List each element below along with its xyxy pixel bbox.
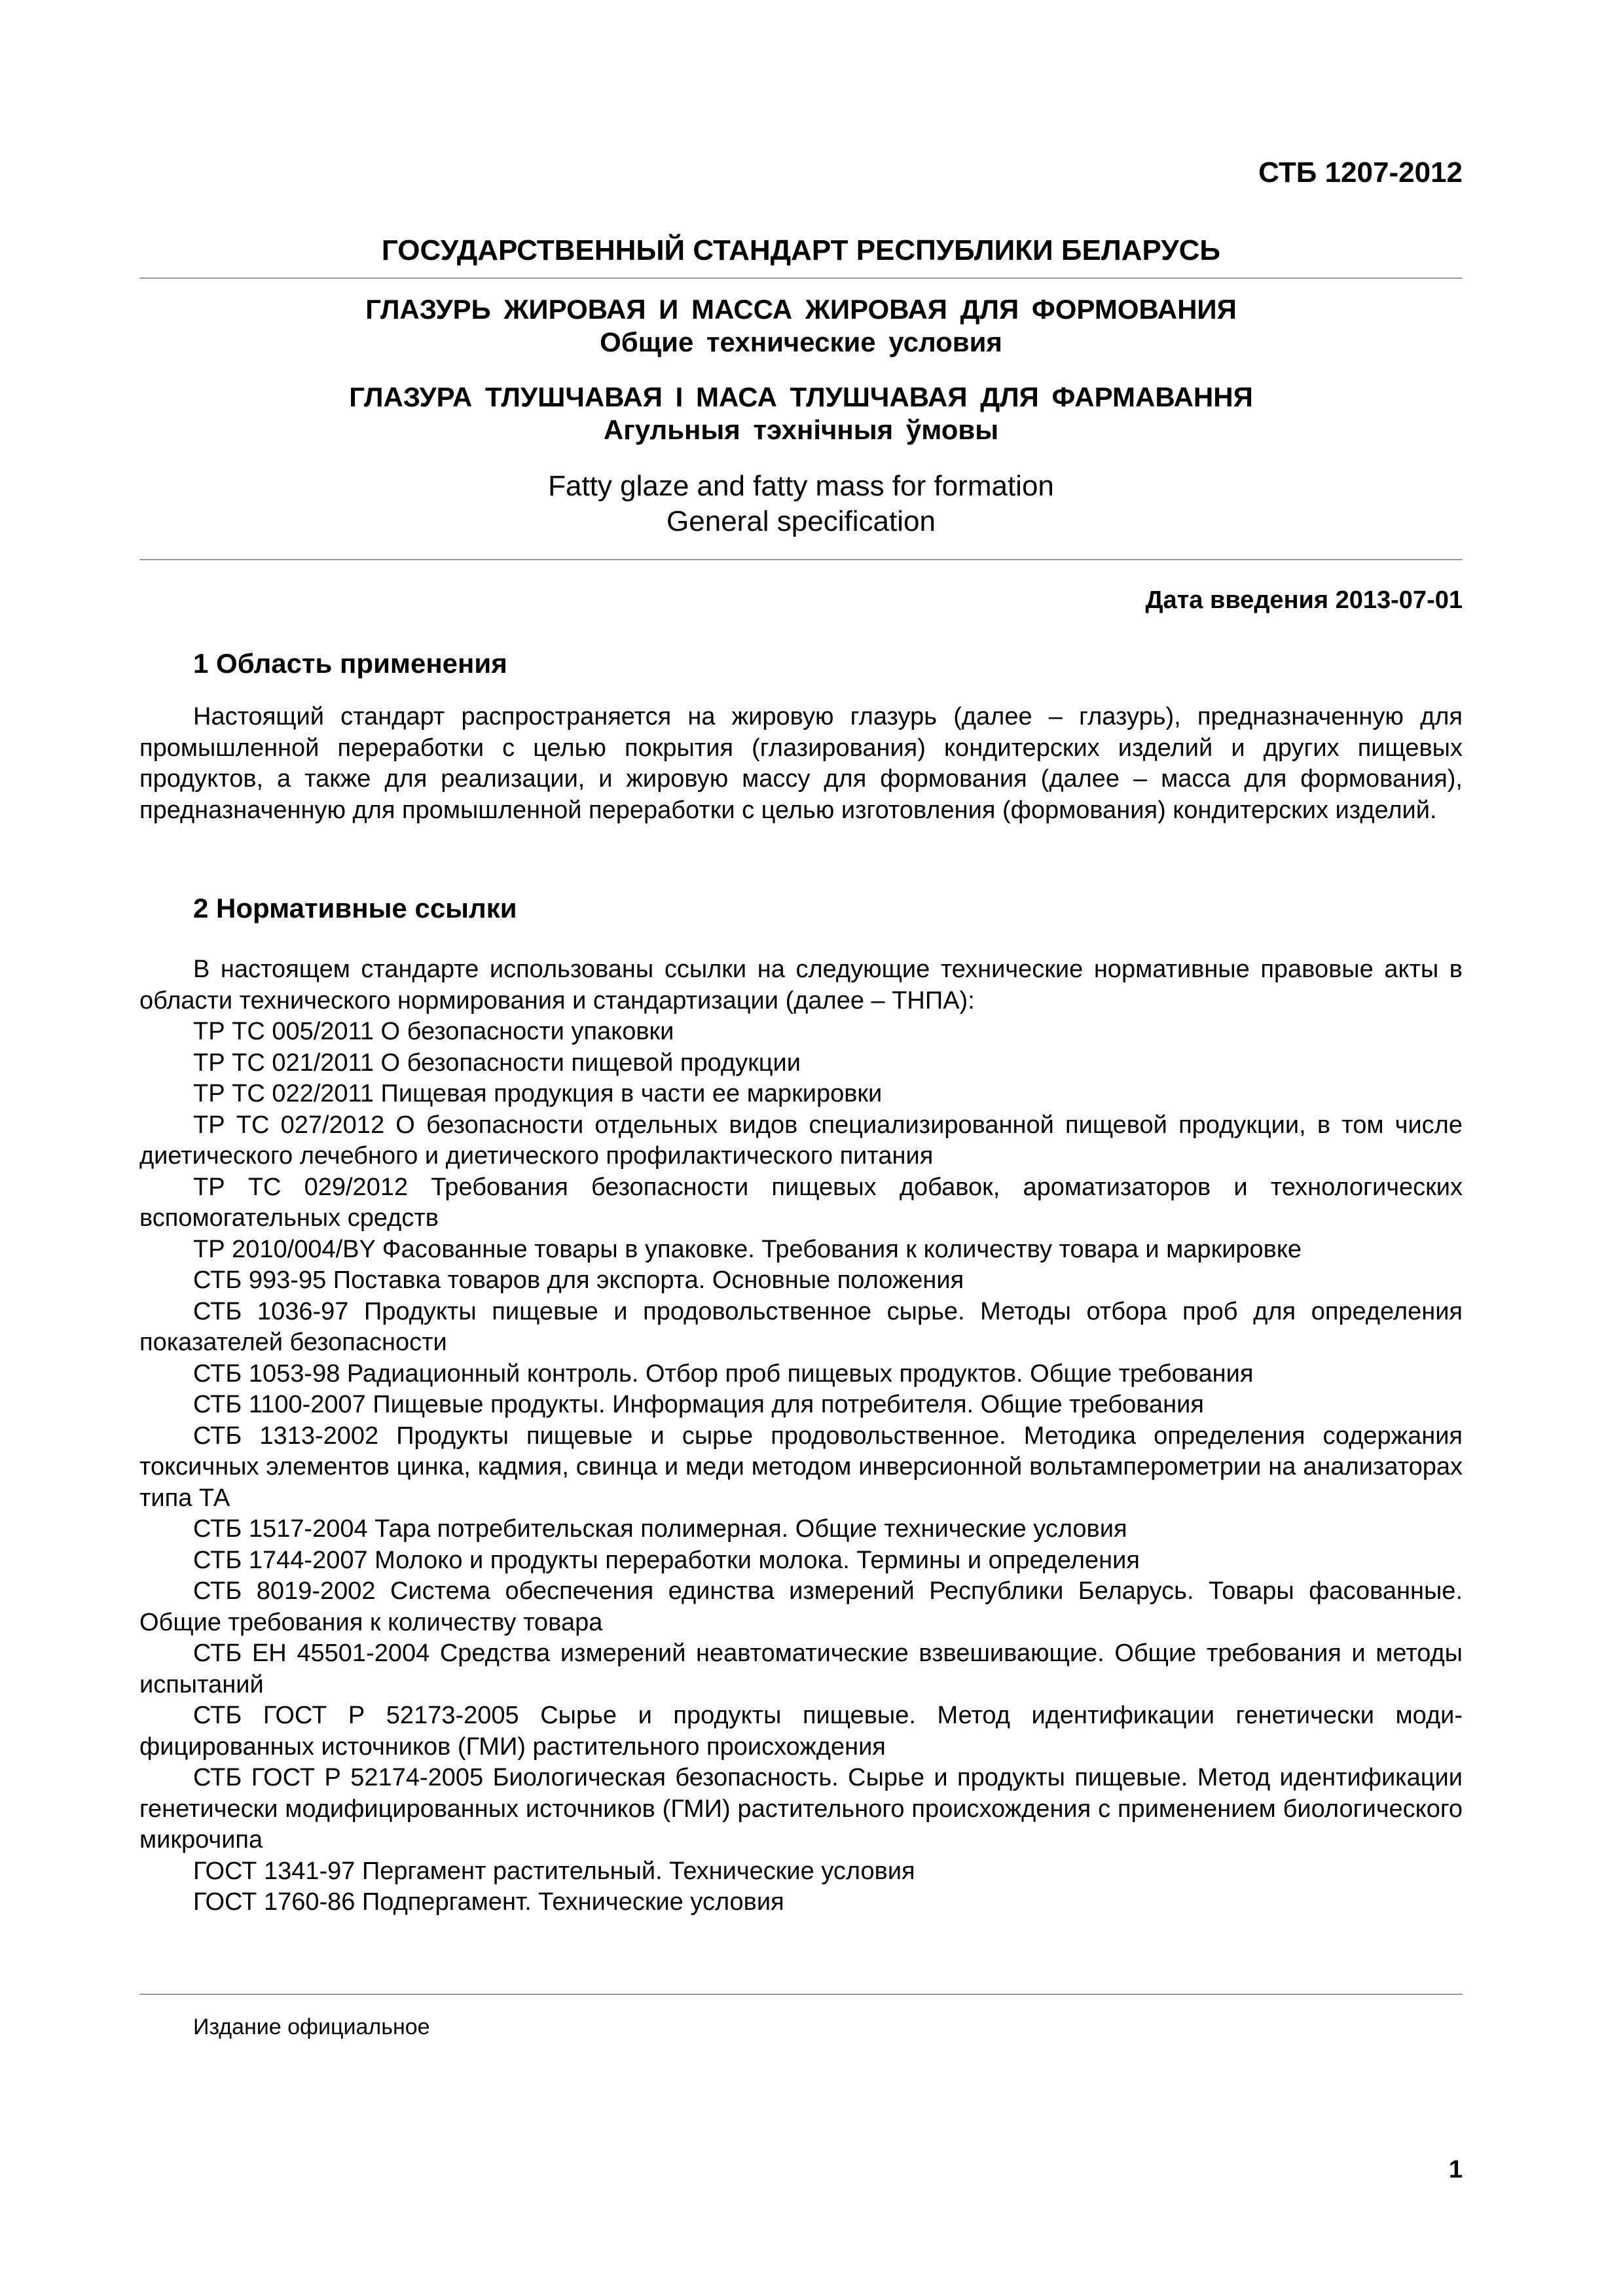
reference-item: ТР ТС 022/2011 Пищевая продукция в части ее маркировки: [193, 1080, 883, 1107]
reference-item: ТР ТС 005/2011 О безопасности упаковки: [193, 1018, 674, 1045]
document-code: СТБ 1207-2012: [1258, 156, 1463, 188]
reference-item: СТБ 1517-2004 Тара потребительская полимерная. Общие технические условия: [193, 1515, 1127, 1543]
reference-item: СТБ 8019-2002 Система обеспечения единства измерений Республики Беларусь. Товары фасованные. Общие требования к количеству товара: [139, 1577, 1463, 1636]
title-russian: [139, 293, 1463, 359]
title-english: [139, 469, 1463, 539]
title-russian-main: ГЛАЗУРЬ ЖИРОВАЯ И МАССА ЖИРОВАЯ ДЛЯ ФОРМОВАНИЯ: [365, 294, 1237, 325]
edition-note: Издание официальное: [193, 2015, 430, 2039]
header-divider: [139, 278, 1463, 279]
reference-item: ГОСТ 1341-97 Пергамент растительный. Технические условия: [193, 1857, 915, 1885]
reference-item: ГОСТ 1760-86 Подпергамент. Технические условия: [193, 1888, 784, 1916]
titles-divider: [139, 559, 1463, 560]
title-belarusian: [139, 381, 1463, 446]
reference-item: СТБ 1100-2007 Пищевые продукты. Информация для потребителя. Общие требования: [193, 1391, 1204, 1418]
title-english-main: Fatty glaze and fatty mass for formation: [548, 470, 1054, 502]
section-2-heading: 2 Нормативные ссылки: [193, 893, 517, 924]
reference-item: СТБ 1036-97 Продукты пищевые и продовольственное сырье. Методы отбора проб для определения показателей безопасности: [139, 1297, 1463, 1356]
reference-item: СТБ ГОСТ Р 52174-2005 Биологическая безопасность. Сырье и продукты пищевые. Метод идентификации генетически модифицированных источников (ГМИ) растительного происхождения с применением биологического микрочипа: [139, 1764, 1463, 1854]
reference-item: ТР 2010/004/BY Фасованные товары в упаковке. Требования к количеству товара и маркировке: [193, 1235, 1302, 1263]
title-english-subtitle: General specification: [666, 505, 936, 537]
reference-item: ТР ТС 021/2011 О безопасности пищевой продукции: [193, 1049, 801, 1077]
title-russian-subtitle: Общие технические условия: [600, 327, 1002, 357]
reference-item: СТБ ГОСТ Р 52173-2005 Сырье и продукты пищевые. Метод идентификации генетически модифицированных источников (ГМИ) растительного происхождения: [139, 1702, 1463, 1761]
reference-item: СТБ ЕН 45501-2004 Средства измерений неавтоматические взвешивающие. Общие требования и методы испытаний: [139, 1640, 1463, 1698]
reference-item: СТБ 1053-98 Радиационный контроль. Отбор проб пищевых продуктов. Общие требования: [193, 1359, 1254, 1388]
section-2-intro: В настоящем стандарте использованы ссылки на следующие технические нормативные правовые акты в области технического нормирования и стандартизации (далее – ТНПА):: [139, 956, 1463, 1014]
introduction-date: Дата введения 2013-07-01: [1145, 586, 1463, 614]
standard-heading: ГОСУДАРСТВЕННЫЙ СТАНДАРТ РЕСПУБЛИКИ БЕЛАРУСЬ: [381, 234, 1221, 266]
reference-item: ТР ТС 027/2012 О безопасности отдельных видов специализированной пищевой продукции, в том числе диетического лечебного и диетического профилактического питания: [139, 1111, 1463, 1170]
title-belarusian-subtitle: Агульныя тэхнічныя ўмовы: [603, 414, 999, 445]
reference-item: ТР ТС 029/2012 Требования безопасности пищевых добавок, ароматизаторов и технологических вспомогательных средств: [139, 1173, 1463, 1232]
section-1-heading: 1 Область применения: [193, 648, 507, 679]
normative-references: [139, 954, 1463, 1918]
footer-divider: [139, 1994, 1463, 1995]
reference-item: СТБ 1744-2007 Молоко и продукты переработки молока. Термины и определения: [193, 1546, 1140, 1574]
reference-item: СТБ 1313-2002 Продукты пищевые и сырье продовольственное. Методика определения содержания токсичных элементов цинка, кадмия, свинца и меди методом инверсионной вольтамперометрии на анализаторах типа ТА: [139, 1422, 1463, 1512]
reference-item: СТБ 993-95 Поставка товаров для экспорта. Основные положения: [193, 1266, 964, 1294]
section-1-text: Настоящий стандарт распространяется на жировую глазурь (далее – глазурь), предназначенную для промышленной переработки с целью покрытия (глазирования) кондитерских изделий и других пищевых продуктов, а также для реализации, и жировую массу для формования (далее – масса для формования), предназначенную для промышленной переработки с целью изготовления (формования) кондитерских изделий.: [139, 703, 1463, 824]
page-number: 1: [1448, 2156, 1463, 2183]
title-belarusian-main: ГЛАЗУРА ТЛУШЧАВАЯ І МАСА ТЛУШЧАВАЯ ДЛЯ ФАРМАВАННЯ: [349, 382, 1253, 412]
